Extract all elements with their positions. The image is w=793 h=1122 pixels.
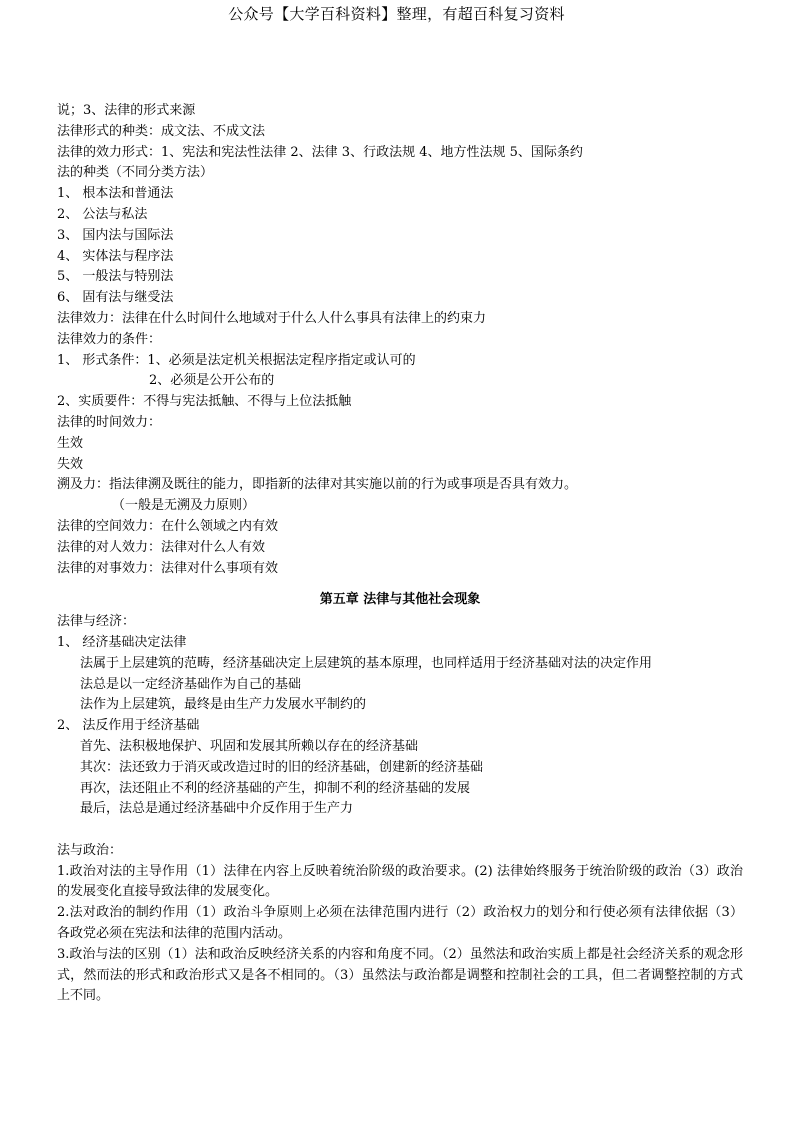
list-item: 2、实质要件：不得与宪法抵触、不得与上位法抵触 — [57, 394, 352, 410]
list-item: 4、 实体法与程序法 — [57, 248, 174, 264]
list-item: 1、 根本法和普通法 — [57, 186, 174, 202]
list-item: 5、 一般法与特别法 — [57, 269, 174, 285]
text-line: 法律效力：法律在什么时间什么地域对于什么人什么事具有法律上的约束力 — [57, 310, 487, 326]
chapter-title: 第五章 法律与其他社会现象 — [319, 592, 481, 608]
text-line: 溯及力：指法律溯及既往的能力，即指新的法律对其实施以前的行为或事项是否具有效力。 — [57, 477, 578, 493]
list-item: 2、必须是公开公布的 — [149, 373, 275, 389]
list-item: 1、 经济基础决定法律 — [57, 634, 187, 650]
paragraph: 3.政治与法的区别（1）法和政治反映经济关系的内容和角度不同。（2）虽然法和政治实质上都是社会经济关系的观念形式，然而法的形式和政治形式又是各不相同的。（3）虽然法与政治都是调整和控制社会的工具，但二者调整控制的方式上不同。 — [57, 946, 743, 1004]
text-line: 法律效力的条件： — [57, 331, 162, 347]
text-line: 法律的对人效力：法律对什么人有效 — [57, 539, 266, 555]
paragraph: 2.法对政治的制约作用（1）政治斗争原则上必须在法律范围内进行（2）政治权力的划分和行使必须有法律依据（3）各政党必须在宪法和法律的范围内活动。 — [57, 905, 743, 942]
text-line: 法律的空间效力：在什么领域之内有效 — [57, 518, 279, 534]
list-item-point: 法作为上层建筑，最终是由生产力发展水平制约的 — [80, 697, 367, 713]
list-item: 6、 固有法与继受法 — [57, 290, 174, 306]
list-item-point: 其次：法还致力于消灭或改造过时的旧的经济基础，创建新的经济基础 — [80, 759, 484, 775]
text-line: 法的种类（不同分类方法） — [57, 165, 214, 181]
text-line: 生效 — [57, 435, 84, 451]
list-item: 3、 国内法与国际法 — [57, 227, 174, 243]
text-line: 法律的对事效力：法律对什么事项有效 — [57, 560, 279, 576]
list-item-point: 再次，法还阻止不利的经济基础的产生，抑制不利的经济基础的发展 — [80, 780, 471, 796]
list-item: 2、 公法与私法 — [57, 206, 148, 222]
page-header: 公众号【大学百科资料】整理，有超百科复习资料 — [228, 5, 565, 23]
list-item: 2、 法反作用于经济基础 — [57, 718, 200, 734]
list-item-point: 最后，法总是通过经济基础中介反作用于生产力 — [80, 801, 354, 817]
text-line: 法律的效力形式：1、宪法和宪法性法律 2、法律 3、行政法规 4、地方性法规 5、国际条约 — [57, 144, 583, 160]
list-item-point: 首先、法积极地保护、巩固和发展其所赖以存在的经济基础 — [80, 738, 419, 754]
text-line: 法律的时间效力： — [57, 414, 162, 430]
list-item-point: 法总是以一定经济基础作为自己的基础 — [80, 676, 302, 692]
list-item-point: 法属于上层建筑的范畴，经济基础决定上层建筑的基本原理，也同样适用于经济基础对法的决定作用 — [80, 655, 653, 671]
list-item: 1、 形式条件：1、必须是法定机关根据法定程序指定或认可的 — [57, 352, 416, 368]
section-heading: 法与政治： — [57, 842, 123, 858]
text-line: 说；3、法律的形式来源 — [57, 103, 196, 118]
section-heading: 法律与经济： — [57, 614, 136, 630]
document-body — [57, 101, 743, 1007]
text-line: （一般是无溯及力原则） — [112, 498, 256, 514]
paragraph: 1.政治对法的主导作用（1）法律在内容上反映着统治阶级的政治要求。(2) 法律始终服务于统治阶级的政治（3）政治的发展变化直接导致法律的发展变化。 — [57, 863, 743, 900]
spacer — [57, 820, 743, 841]
text-line: 法律形式的种类：成文法、不成文法 — [57, 123, 266, 139]
text-line: 失效 — [57, 456, 84, 472]
